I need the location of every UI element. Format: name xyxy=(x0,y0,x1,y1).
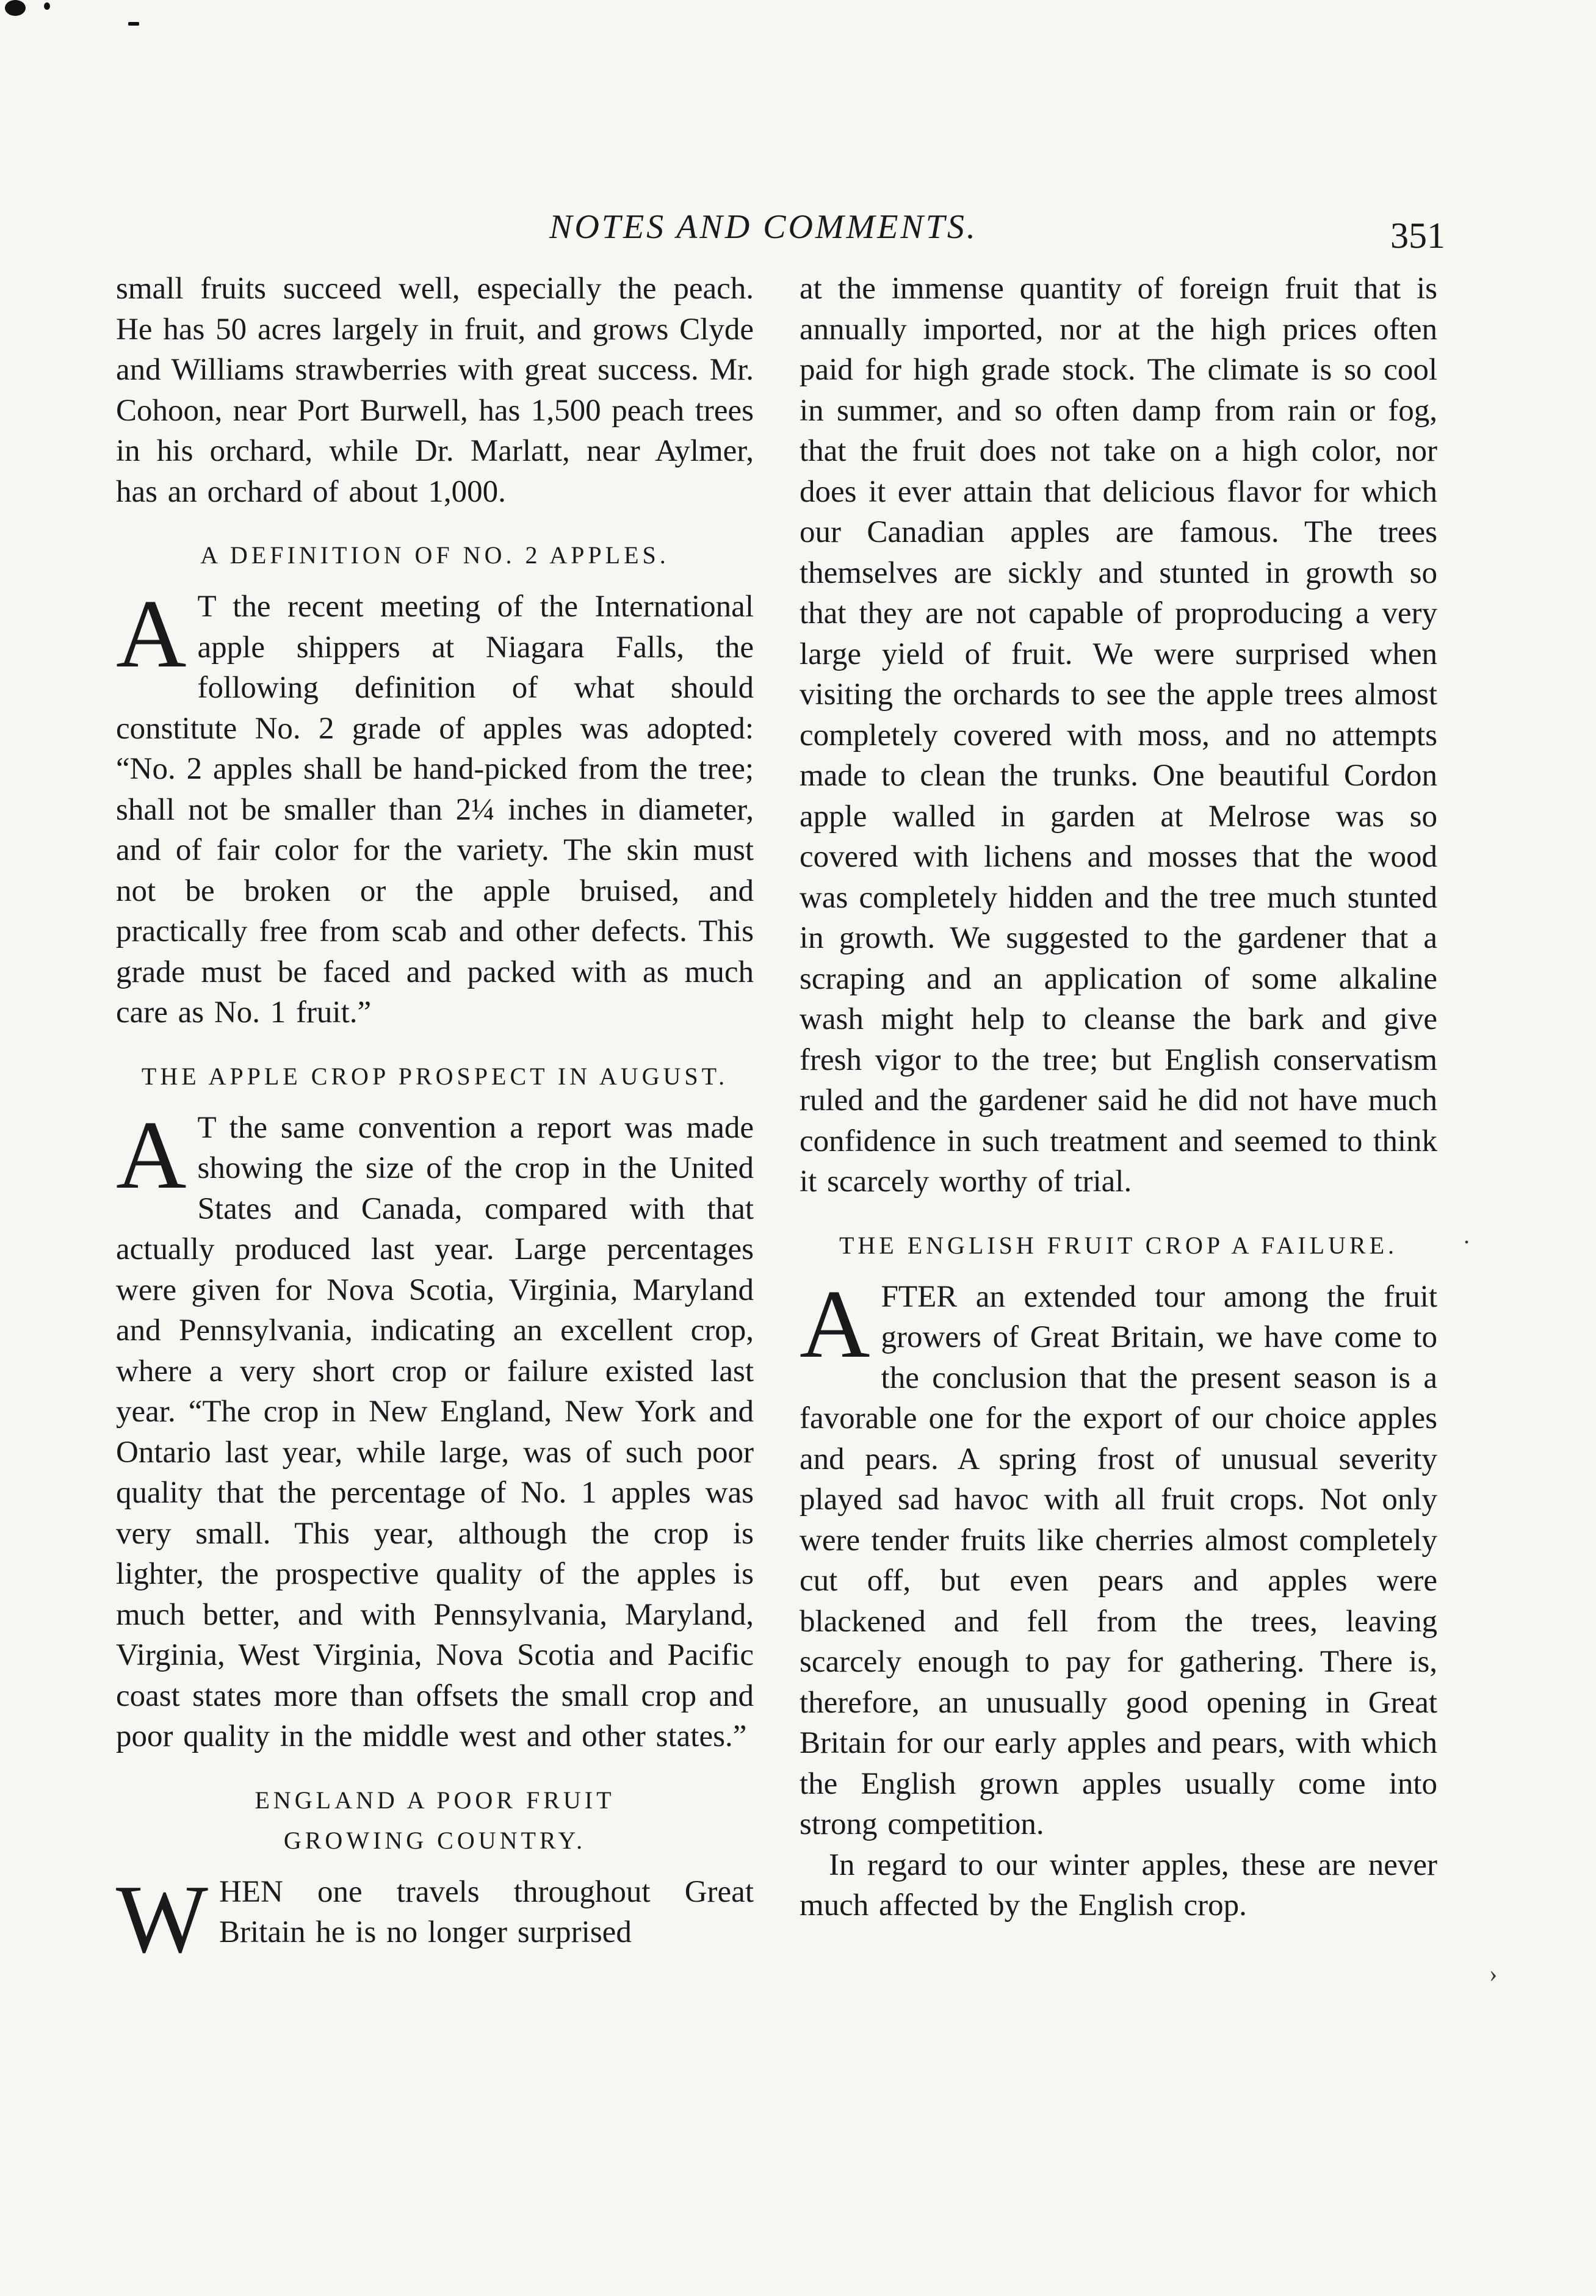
margin-mark: . xyxy=(1464,1221,1470,1249)
section-body xyxy=(800,1269,1437,1845)
page-number: 351 xyxy=(1390,215,1445,256)
drop-cap: A xyxy=(800,1269,870,1378)
scan-speck xyxy=(44,2,50,10)
continuation-paragraph: at the immense quantity of foreign fruit that is annually imported, nor at the high prices often paid for high grade stock. The climate is so cool in summer, and so often damp from rain or fog, that the fruit does not take on a high color, nor does it ever attain that delicious flavor for which our Canadian apples are famous. The trees themselves are sickly and stunted in growth so that they are not capable of proproducing a very large yield of fruit. We were surprised when visiting the orchards to see the apple trees almost completely covered with moss, and no attempts made to clean the trunks. One beautiful Cordon apple walled in garden at Melrose was so covered with lichens and mosses that the wood was completely hidden and the tree much stunted in growth. We suggested to the gardener that a scraping and an application of some alkaline wash might help to cleanse the bark and give fresh vigor to the tree; but English conservatism ruled and the gardener said he did not have much confidence in such treatment and seemed to think it scarcely worthy of trial. xyxy=(800,272,1437,1199)
section-body xyxy=(116,579,754,1033)
section-body xyxy=(116,1864,754,1973)
section-body xyxy=(116,1100,754,1757)
intro-paragraph: small fruits succeed well, especially the peach. He has 50 acres largely in fruit, and grows Clyde and Williams strawberries with great success. Mr. Cohoon, near Port Burwell, has 1,500 peach trees in his orchard, while Dr. Marlatt, near Aylmer, has an orchard of about 1,000. xyxy=(116,272,754,509)
scan-speck xyxy=(128,22,139,26)
drop-cap: A xyxy=(116,1100,187,1209)
scan-speck xyxy=(5,0,26,16)
right-column xyxy=(800,269,1437,1926)
drop-cap: A xyxy=(116,579,187,688)
margin-mark: › xyxy=(1489,1960,1498,1987)
section-title: THE ENGLISH FRUIT CROP A FAILURE. xyxy=(839,1231,1398,1259)
drop-cap: W xyxy=(116,1864,209,1973)
section-text: HEN one travels throughout Great Britain he is no longer surprised xyxy=(219,1874,754,1949)
section-title: A DEFINITION OF NO. 2 APPLES. xyxy=(200,541,670,569)
running-head: NOTES AND COMMENTS. xyxy=(549,208,978,246)
section-text: T the same convention a report was made showing the size of the crop in the United States and Canada, compared with that actually produced last year. Large percentages were given for Nova Scotia, Virginia, Maryland and Pennsylvania, indicating an excellent crop, where a very short crop or failure existed last year. “The crop in New England, New York and Ontario last year, while large, was of such poor quality that the percentage of No. 1 apples was very small. This year, although the crop is lighter, the prospective quality of the apples is much better, and with Pennsylvania, Maryland, Virginia, West Virginia, Nova Scotia and Pacific coast states more than offsets the small crop and poor quality in the middle west and other states.” xyxy=(116,1110,754,1753)
page-header xyxy=(0,201,1596,256)
section-text: T the recent meeting of the International apple shippers at Niagara Falls, the following definition of what should constitute No. 2 grade of apples was adopted: “No. 2 apples shall be hand-picked from the tree; shall not be smaller than 2¼ inches in diameter, and of fair color for the variety. The skin must not be broken or the apple bruised, and practically free from scab and other defects. This grade must be faced and packed with as much care as No. 1 fruit.” xyxy=(116,590,754,1030)
final-paragraph: In regard to our winter apples, these are never much affected by the English crop. xyxy=(800,1847,1437,1922)
section-title: THE APPLE CROP PROSPECT IN AUGUST. xyxy=(141,1062,729,1090)
left-column xyxy=(116,269,754,1973)
section-text: FTER an extended tour among the fruit growers of Great Britain, we have come to the conclusion that the present season is a favorable one for the export of our choice apples and pears. A spring frost of unusual severity played sad havoc with all fruit crops. Not only were tender fruits like cherries almost completely cut off, but even pears and apples were blackened and fell from the trees, leaving scarcely enough to pay for gathering. There is, therefore, an unusually good opening in Great Britain for our early apples and pears, with which the English grown apples usually come into strong competition. xyxy=(800,1279,1437,1841)
section-title: ENGLAND A POOR FRUIT GROWING COUNTRY. xyxy=(255,1786,615,1854)
